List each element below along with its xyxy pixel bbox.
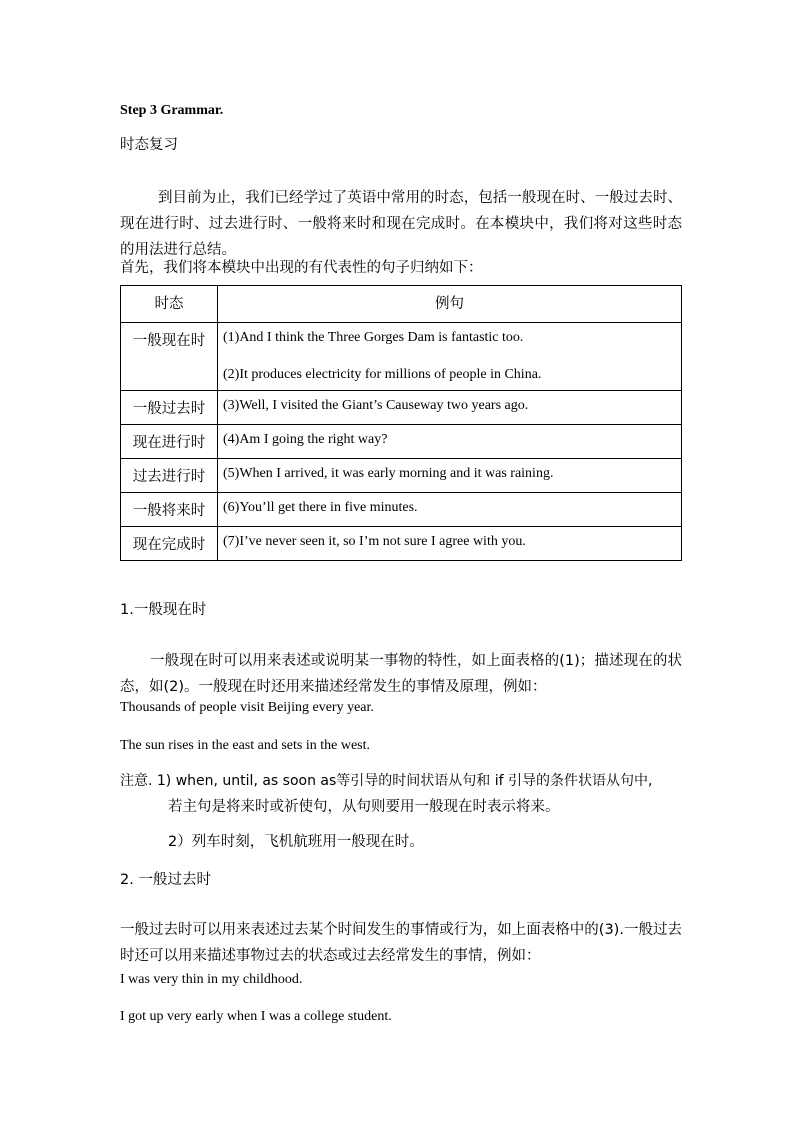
example-cell [218, 527, 682, 561]
example-sentence: (1)And I think the Three Gorges Dam is fantastic too. [223, 330, 524, 345]
example-sentence: (6)You’ll get there in five minutes. [223, 500, 418, 515]
section-subtitle: 时态复习 [120, 137, 178, 153]
table-header-row [121, 286, 682, 323]
section1-note-1b: 若主句是将来时或祈使句，从句则要用一般现在时表示将来。 [168, 799, 560, 815]
header-example: 例句 [218, 286, 682, 323]
tense-cell: 现在完成时 [121, 527, 218, 561]
table-row [121, 323, 682, 391]
example-sentence: (4)Am I going the right way? [223, 432, 388, 447]
section1-note-1a: 注意. 1) when, until, as soon as等引导的时间状语从句和 if 引导的条件状语从句中, [120, 773, 653, 789]
example-cell [218, 391, 682, 425]
table-row [121, 391, 682, 425]
intro-paragraph [120, 185, 682, 263]
example-sentence: (2)It produces electricity for millions of people in China. [223, 367, 542, 382]
section2-description [120, 917, 682, 969]
tense-cell: 一般将来时 [121, 493, 218, 527]
table-row [121, 425, 682, 459]
example-cell [218, 425, 682, 459]
section2-example-1: I was very thin in my childhood. [120, 972, 303, 987]
section1-example-1: Thousands of people visit Beijing every year. [120, 700, 374, 715]
section1-description [120, 648, 682, 700]
section1-note-2: 2）列车时刻，飞机航班用一般现在时。 [168, 834, 424, 850]
lead-sentence: 首先，我们将本模块中出现的有代表性的句子归纳如下： [120, 260, 483, 276]
section2-example-2: I got up very early when I was a college student. [120, 1009, 392, 1024]
table-row [121, 459, 682, 493]
intro-text: 到目前为止，我们已经学过了英语中常用的时态，包括一般现在时、一般过去时、现在进行时、过去进行时、一般将来时和现在完成时。在本模块中，我们将对这些时态的用法进行总结。 [120, 189, 682, 258]
example-sentence: (3)Well, I visited the Giant’s Causeway two years ago. [223, 398, 529, 413]
header-tense: 时态 [121, 286, 218, 323]
table-row [121, 527, 682, 561]
section1-example-2: The sun rises in the east and sets in the west. [120, 738, 371, 753]
tense-cell: 现在进行时 [121, 425, 218, 459]
example-sentence: (7)I’ve never seen it, so I’m not sure I agree with you. [223, 534, 526, 549]
example-cell [218, 493, 682, 527]
table-row [121, 493, 682, 527]
example-sentence: (5)When I arrived, it was early morning and it was raining. [223, 466, 554, 481]
tense-cell: 一般现在时 [121, 323, 218, 391]
step-heading: Step 3 Grammar. [120, 103, 224, 118]
tense-table [120, 285, 682, 561]
tense-cell: 一般过去时 [121, 391, 218, 425]
section2-title: 2. 一般过去时 [120, 872, 211, 888]
example-cell [218, 459, 682, 493]
example-cell [218, 323, 682, 391]
tense-cell: 过去进行时 [121, 459, 218, 493]
section2-desc-text: 一般过去时可以用来表述过去某个时间发生的事情或行为，如上面表格中的(3).一般过去时还可以用来描述事物过去的状态或过去经常发生的事情，例如： [120, 921, 682, 964]
section1-desc-text: 一般现在时可以用来表述或说明某一事物的特性，如上面表格的(1)；描述现在的状态，如(2)。一般现在时还用来描述经常发生的事情及原理，例如： [120, 652, 682, 695]
section1-title: 1.一般现在时 [120, 602, 207, 618]
